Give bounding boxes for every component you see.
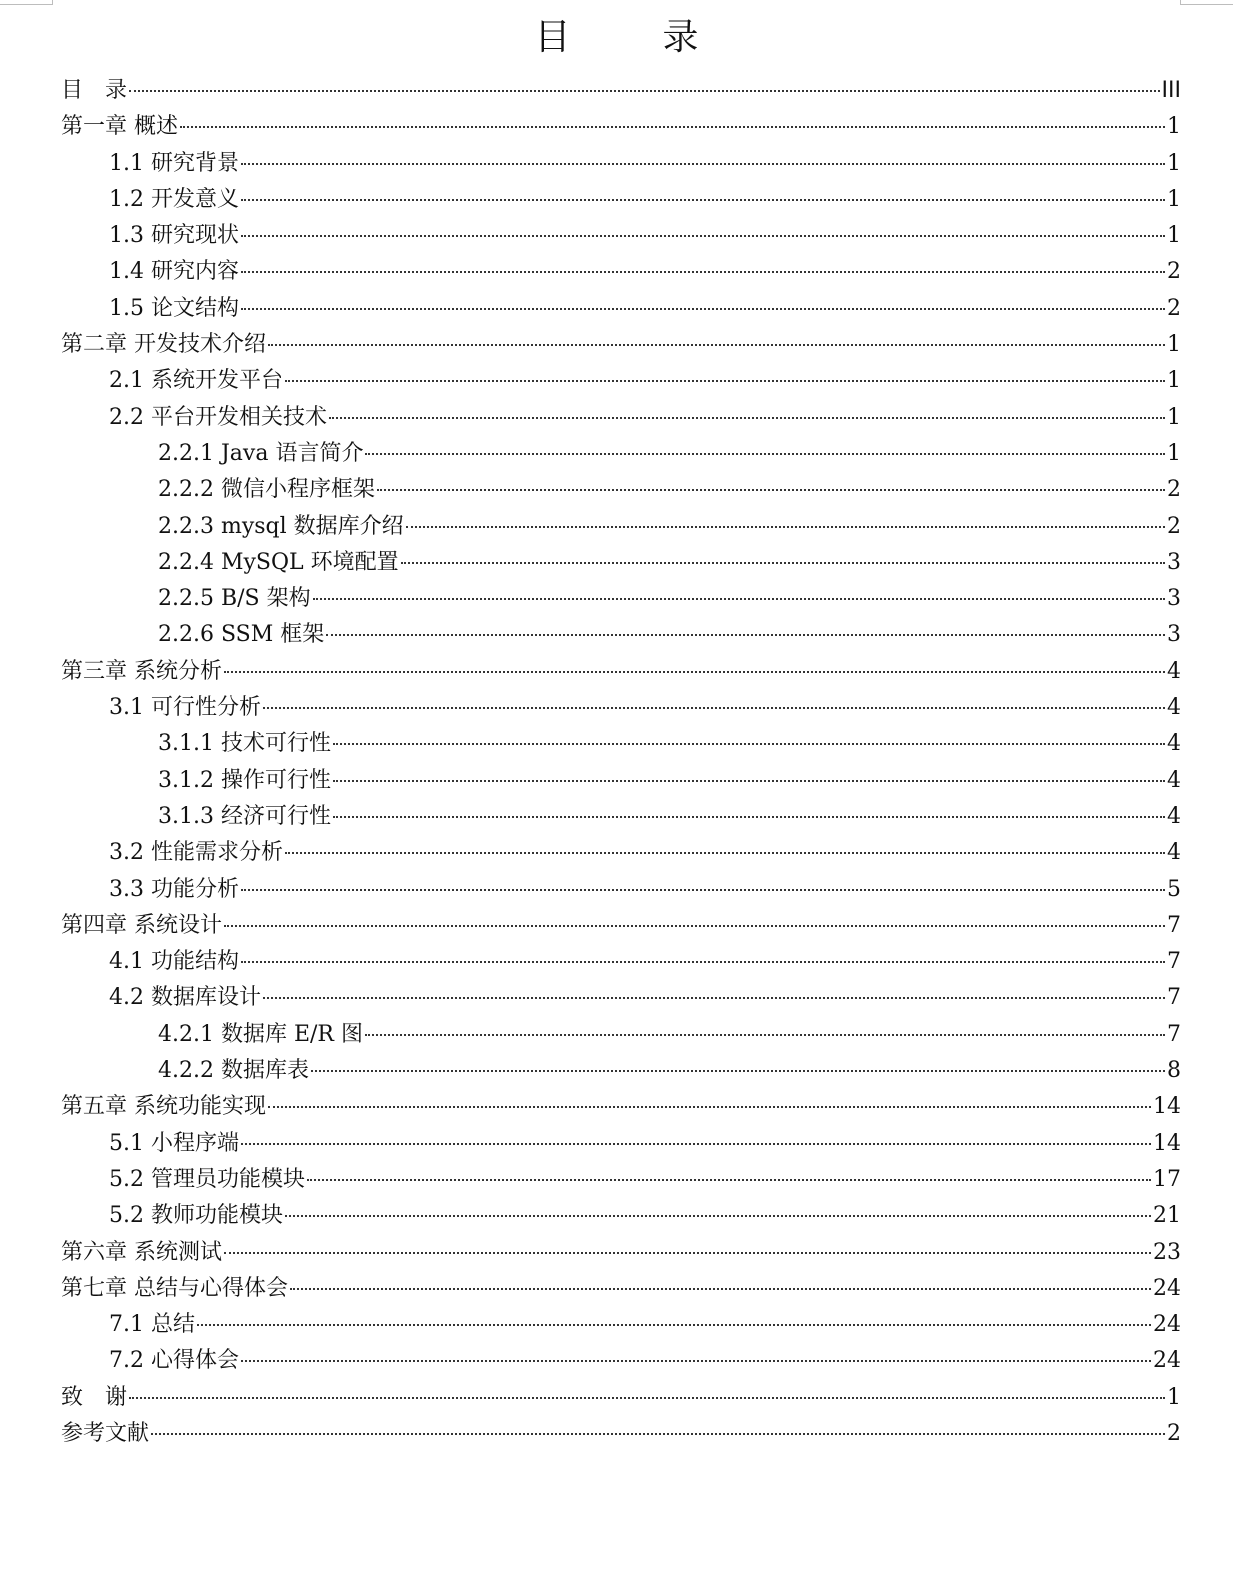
toc-entry-page-number: 24 xyxy=(1153,1348,1181,1374)
toc-dot-leader xyxy=(313,598,1165,600)
toc-entry[interactable] xyxy=(61,908,1181,944)
toc-dot-leader xyxy=(224,1252,1151,1254)
toc-entry-label: 第七章 总结与心得体会 xyxy=(61,1275,288,1301)
toc-entry[interactable] xyxy=(61,1307,1181,1343)
toc-entry-label: 4.2 数据库设计 xyxy=(109,985,261,1011)
toc-entry-label: 7.1 总结 xyxy=(109,1312,195,1338)
toc-entry[interactable] xyxy=(61,1416,1181,1452)
toc-dot-leader xyxy=(263,707,1165,709)
toc-entry-label: 3.1.2 操作可行性 xyxy=(158,767,331,793)
toc-dot-leader xyxy=(406,526,1165,528)
toc-entry-page-number: 24 xyxy=(1153,1275,1181,1301)
toc-entry-page-number: 1 xyxy=(1167,404,1181,430)
toc-entry-label: 3.1 可行性分析 xyxy=(109,695,261,721)
toc-entry-label: 1.5 论文结构 xyxy=(109,295,239,321)
toc-dot-leader xyxy=(241,163,1165,165)
toc-entry-page-number: 7 xyxy=(1167,912,1181,938)
toc-entry[interactable] xyxy=(61,363,1181,399)
toc-entry[interactable] xyxy=(61,872,1181,908)
toc-entry-page-number: 1 xyxy=(1167,332,1181,358)
toc-entry-page-number: 2 xyxy=(1167,477,1181,503)
toc-entry-page-number: 14 xyxy=(1153,1094,1181,1120)
toc-dot-leader xyxy=(241,889,1165,891)
toc-entry-page-number: 4 xyxy=(1167,767,1181,793)
toc-entry-label: 1.1 研究背景 xyxy=(109,150,239,176)
toc-entry-page-number: 14 xyxy=(1153,1130,1181,1156)
toc-entry[interactable] xyxy=(61,472,1181,508)
toc-dot-leader xyxy=(241,271,1165,273)
toc-entry-label: 4.1 功能结构 xyxy=(109,949,239,975)
toc-entry[interactable] xyxy=(61,654,1181,690)
toc-dot-leader xyxy=(241,199,1165,201)
toc-entry[interactable] xyxy=(61,400,1181,436)
toc-entry-page-number: 21 xyxy=(1153,1203,1181,1229)
toc-entry[interactable] xyxy=(61,726,1181,762)
toc-entry[interactable] xyxy=(61,254,1181,290)
toc-entry[interactable] xyxy=(61,1162,1181,1198)
toc-entry[interactable] xyxy=(61,1053,1181,1089)
toc-entry[interactable] xyxy=(61,1198,1181,1234)
toc-entry-page-number: 4 xyxy=(1167,840,1181,866)
toc-dot-leader xyxy=(365,453,1165,455)
toc-entry[interactable] xyxy=(61,980,1181,1016)
toc-entry[interactable] xyxy=(61,218,1181,254)
toc-entry[interactable] xyxy=(61,617,1181,653)
toc-entry-page-number: 3 xyxy=(1167,549,1181,575)
toc-dot-leader xyxy=(268,344,1165,346)
toc-dot-leader xyxy=(307,1179,1151,1181)
toc-entry[interactable] xyxy=(61,690,1181,726)
toc-entry-page-number: 4 xyxy=(1167,658,1181,684)
toc-dot-leader xyxy=(326,634,1165,636)
toc-entry-page-number: 1 xyxy=(1167,186,1181,212)
toc-dot-leader xyxy=(241,1360,1151,1362)
toc-entry-label: 目 录 xyxy=(61,78,128,103)
toc-entry-label: 7.2 心得体会 xyxy=(109,1348,239,1374)
toc-entry-label: 5.1 小程序端 xyxy=(109,1130,239,1156)
toc-entry-page-number: 2 xyxy=(1167,259,1181,285)
toc-entry-label: 第三章 系统分析 xyxy=(61,658,222,684)
toc-entry-label: 第一章 概述 xyxy=(61,114,178,140)
toc-entry-page-number: 1 xyxy=(1167,368,1181,394)
toc-dot-leader xyxy=(129,90,1160,92)
toc-entry-label: 第五章 系统功能实现 xyxy=(61,1094,266,1120)
page-corner-mark-left xyxy=(0,0,53,5)
toc-dot-leader xyxy=(285,380,1165,382)
toc-entry[interactable] xyxy=(61,1271,1181,1307)
table-of-contents xyxy=(61,73,1181,1452)
toc-entry-label: 2.2.2 微信小程序框架 xyxy=(158,477,375,503)
toc-entry[interactable] xyxy=(61,1235,1181,1271)
toc-dot-leader xyxy=(180,126,1165,128)
toc-entry[interactable] xyxy=(61,1343,1181,1379)
toc-entry[interactable] xyxy=(61,1089,1181,1125)
toc-entry-label: 3.3 功能分析 xyxy=(109,876,239,902)
toc-dot-leader xyxy=(333,816,1165,818)
toc-entry-label: 1.3 研究现状 xyxy=(109,223,239,249)
toc-entry[interactable] xyxy=(61,509,1181,545)
toc-entry[interactable] xyxy=(61,436,1181,472)
toc-dot-leader xyxy=(311,1070,1165,1072)
toc-entry[interactable] xyxy=(61,545,1181,581)
page-corner-mark-right xyxy=(1180,0,1233,5)
toc-entry-page-number: 17 xyxy=(1153,1166,1181,1192)
toc-dot-leader xyxy=(365,1034,1165,1036)
toc-entry-page-number: 7 xyxy=(1167,949,1181,975)
toc-entry-page-number: 23 xyxy=(1153,1239,1181,1265)
toc-entry-label: 2.2.5 B/S 架构 xyxy=(158,586,311,612)
toc-dot-leader xyxy=(224,925,1165,927)
toc-entry-page-number: 1 xyxy=(1167,223,1181,249)
toc-entry-label: 3.1.3 经济可行性 xyxy=(158,803,331,829)
toc-entry[interactable] xyxy=(61,835,1181,871)
toc-entry-label: 4.2.1 数据库 E/R 图 xyxy=(158,1021,363,1047)
toc-dot-leader xyxy=(224,671,1165,673)
toc-dot-leader xyxy=(285,1215,1151,1217)
toc-dot-leader xyxy=(197,1324,1151,1326)
toc-entry[interactable] xyxy=(61,799,1181,835)
toc-dot-leader xyxy=(241,235,1165,237)
toc-entry[interactable] xyxy=(61,109,1181,145)
toc-entry-page-number: 1 xyxy=(1167,150,1181,176)
toc-entry[interactable] xyxy=(61,73,1181,109)
toc-entry-label: 第四章 系统设计 xyxy=(61,912,222,938)
toc-dot-leader xyxy=(377,489,1165,491)
toc-dot-leader xyxy=(129,1397,1165,1399)
toc-dot-leader xyxy=(285,852,1165,854)
toc-entry-label: 5.2 管理员功能模块 xyxy=(109,1166,305,1192)
toc-entry-label: 2.1 系统开发平台 xyxy=(109,368,283,394)
toc-dot-leader xyxy=(268,1106,1151,1108)
toc-dot-leader xyxy=(263,997,1165,999)
toc-entry-label: 3.2 性能需求分析 xyxy=(109,840,283,866)
toc-entry[interactable] xyxy=(61,291,1181,327)
toc-entry-page-number: 4 xyxy=(1167,803,1181,829)
toc-entry-page-number: 8 xyxy=(1167,1058,1181,1084)
toc-entry-label: 2.2.4 MySQL 环境配置 xyxy=(158,549,399,575)
toc-dot-leader xyxy=(241,1143,1151,1145)
toc-entry[interactable] xyxy=(61,327,1181,363)
toc-entry-page-number: 7 xyxy=(1167,985,1181,1011)
toc-entry-page-number: 3 xyxy=(1167,586,1181,612)
toc-dot-leader xyxy=(401,562,1165,564)
toc-entry-label: 2.2.3 mysql 数据库介绍 xyxy=(158,513,404,539)
page-title: 目 录 xyxy=(534,17,727,58)
toc-entry-label: 2.2.6 SSM 框架 xyxy=(158,622,325,648)
toc-dot-leader xyxy=(151,1433,1165,1435)
toc-entry-page-number: 3 xyxy=(1167,622,1181,648)
toc-entry-label: 参考文献 xyxy=(61,1420,150,1446)
toc-entry-label: 2.2 平台开发相关技术 xyxy=(109,404,327,430)
toc-entry[interactable] xyxy=(61,146,1181,182)
toc-entry-page-number: 4 xyxy=(1167,695,1181,721)
toc-dot-leader xyxy=(241,961,1165,963)
toc-entry-page-number: 7 xyxy=(1167,1021,1181,1047)
toc-entry[interactable] xyxy=(61,581,1181,617)
toc-entry-label: 1.4 研究内容 xyxy=(109,259,239,285)
toc-entry[interactable] xyxy=(61,1017,1181,1053)
toc-dot-leader xyxy=(329,417,1165,419)
toc-entry-label: 4.2.2 数据库表 xyxy=(158,1058,309,1084)
toc-dot-leader xyxy=(333,743,1165,745)
toc-entry-label: 2.2.1 Java 语言简介 xyxy=(158,440,364,466)
toc-dot-leader xyxy=(241,308,1165,310)
toc-entry-page-number: 4 xyxy=(1167,731,1181,757)
toc-entry-label: 致 谢 xyxy=(61,1384,128,1410)
toc-entry-label: 1.2 开发意义 xyxy=(109,186,239,212)
toc-entry-label: 3.1.1 技术可行性 xyxy=(158,731,331,757)
toc-entry-page-number: 2 xyxy=(1167,1420,1181,1446)
toc-entry-page-number: 2 xyxy=(1167,295,1181,321)
toc-entry-page-number: 5 xyxy=(1167,876,1181,902)
toc-entry-page-number: 24 xyxy=(1153,1312,1181,1338)
toc-entry[interactable] xyxy=(61,1380,1181,1416)
toc-entry-page-number: 1 xyxy=(1167,1384,1181,1410)
toc-entry-page-number: 1 xyxy=(1167,440,1181,466)
toc-dot-leader xyxy=(333,780,1165,782)
toc-entry-label: 第六章 系统测试 xyxy=(61,1239,222,1265)
toc-entry[interactable] xyxy=(61,182,1181,218)
toc-entry-label: 第二章 开发技术介绍 xyxy=(61,332,266,358)
toc-dot-leader xyxy=(290,1288,1151,1290)
toc-entry-page-number: 1 xyxy=(1167,114,1181,140)
toc-entry[interactable] xyxy=(61,1126,1181,1162)
toc-entry-label: 5.2 教师功能模块 xyxy=(109,1203,283,1229)
toc-entry-page-number: III xyxy=(1161,78,1181,103)
toc-entry[interactable] xyxy=(61,763,1181,799)
toc-entry[interactable] xyxy=(61,944,1181,980)
toc-entry-page-number: 2 xyxy=(1167,513,1181,539)
